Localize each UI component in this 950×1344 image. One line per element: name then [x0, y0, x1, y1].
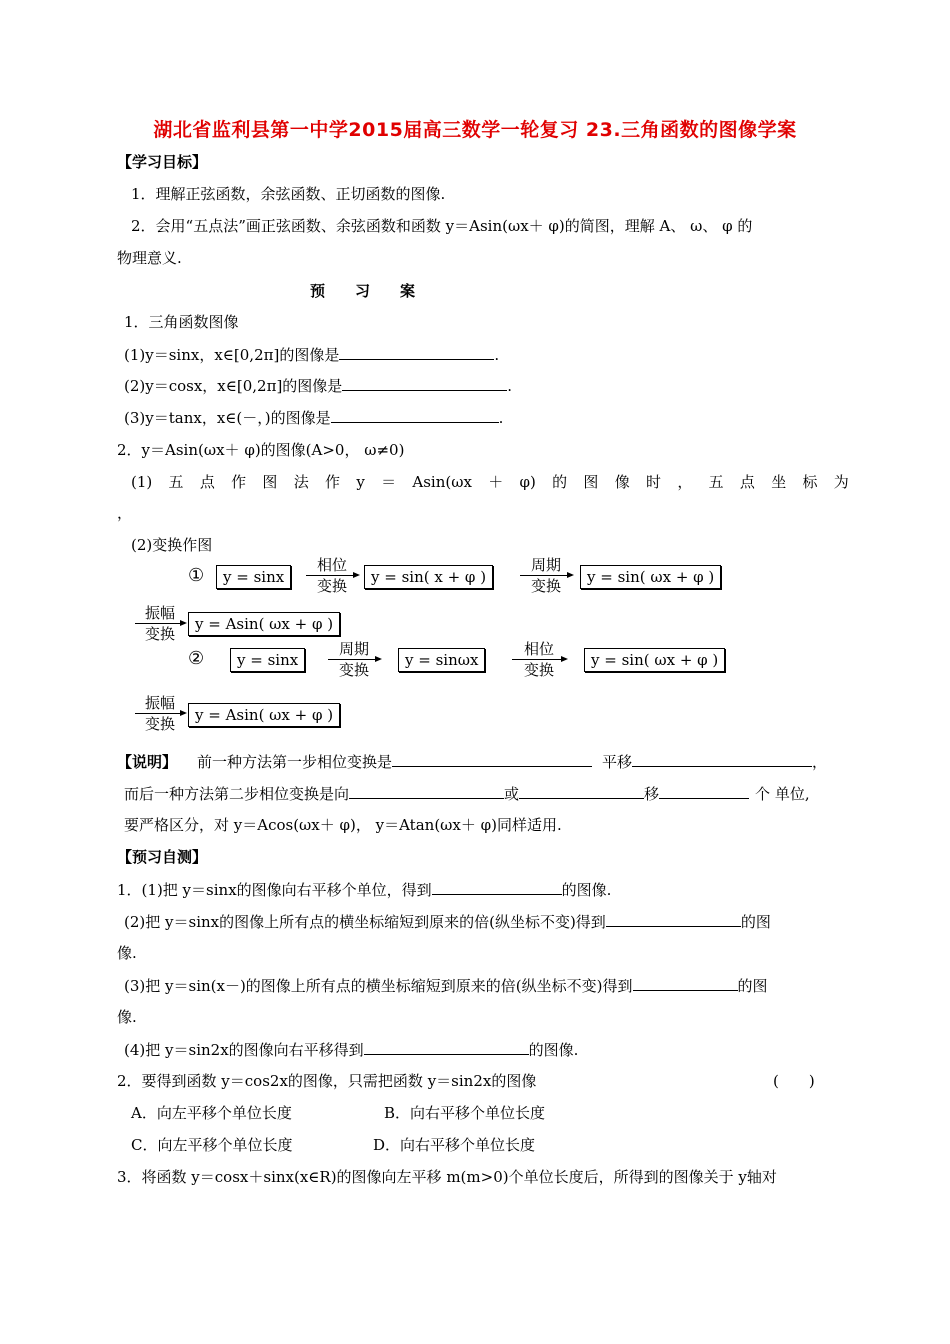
note-blank-1 — [392, 751, 592, 767]
asin-heading: 2．y＝Asin(ωx＋ φ)的图像(A>0， ω≠0) — [117, 441, 405, 459]
arrow-amp-2-bottom: 变换 — [144, 715, 175, 733]
fp-4: 图 — [262, 473, 278, 491]
q1c-text: (3)把 y＝sin(x－)的图像上所有点的横坐标缩短到原来的倍(纵坐标不变)得到 — [124, 977, 633, 995]
arrow-phase-2-bottom: 变换 — [523, 661, 554, 679]
box-sin-x-phi: y = sin( x + φ ) — [364, 565, 493, 589]
note-text-1a: 前一种方法第一步相位变换是 — [197, 753, 393, 771]
sin-graph-blank — [339, 344, 494, 360]
note-blank-2 — [632, 751, 812, 767]
q2-answer-paren: ( ) — [773, 1072, 815, 1090]
sin-graph-text: (1)y＝sinx，x∈[0,2π]的图像是 — [124, 346, 340, 364]
arrow-amp-1-line — [135, 623, 185, 624]
method-1-marker: ① — [188, 565, 205, 586]
note-text-1c: ， — [812, 753, 828, 771]
cos-graph-line — [124, 375, 512, 396]
q2-text: 2．要得到函数 y＝cos2x的图像，只需把函数 y＝sin2x的图像 — [117, 1072, 537, 1090]
q2-option-c: C．向左平移个单位长度 — [131, 1136, 293, 1154]
box-asin-1: y = Asin( ωx + φ ) — [188, 612, 340, 636]
fp-18: 点 — [739, 473, 755, 491]
q1d-text: (4)把 y＝sin2x的图像向右平移得到 — [124, 1041, 364, 1059]
fp-8: ＝ — [381, 473, 397, 491]
fp-16: ， — [677, 473, 693, 491]
q2-option-d: D．向右平移个单位长度 — [373, 1136, 536, 1154]
q1d-end: 的图像. — [528, 1041, 579, 1059]
q1a-end: 的图像. — [561, 881, 612, 899]
note-blank-4 — [519, 783, 644, 799]
note-label: 【说明】 — [117, 753, 178, 771]
note-text-2b: 或 — [504, 785, 520, 803]
q3-text: 3．将函数 y＝cosx＋sinx(x∈R)的图像向左平移 m(m>0)个单位长度后，所得到的图像关于 y轴对 — [117, 1168, 777, 1186]
fp-13: 图 — [583, 473, 599, 491]
goal-item-2-cont: 物理意义. — [117, 249, 182, 267]
q1b-line-2: 像. — [117, 944, 137, 962]
transform-heading: (2)变换作图 — [131, 536, 213, 554]
note-blank-3 — [349, 783, 504, 799]
method-2-marker: ② — [188, 648, 205, 669]
q1b-line — [124, 911, 771, 932]
note-blank-5 — [659, 783, 749, 799]
five-point-comma: ， — [117, 504, 133, 522]
goal-item-1: 1．理解正弦函数，余弦函数、正切函数的图像. — [131, 185, 446, 203]
fp-19: 坐 — [771, 473, 787, 491]
sin-graph-line — [124, 344, 499, 365]
arrow-phase-2-top: 相位 — [523, 640, 554, 658]
sin-graph-dot: . — [494, 346, 500, 364]
box-asin-2: y = Asin( ωx + φ ) — [188, 703, 340, 727]
arrow-period-1-top: 周期 — [530, 556, 561, 574]
page-title: 湖北省监利县第一中学2015届高三数学一轮复习 23.三角函数的图像学案 — [153, 119, 797, 141]
q1a-line — [117, 879, 611, 900]
note-line-2 — [124, 783, 810, 804]
box-sinwx: y = sinωx — [398, 648, 485, 672]
arrow-phase-1-line — [306, 575, 358, 576]
arrow-phase-1-bottom: 变换 — [316, 577, 347, 595]
cos-graph-dot: . — [507, 377, 513, 395]
fp-20: 标 — [802, 473, 818, 491]
q1d-line — [124, 1039, 578, 1060]
box-sinx-2: y = sinx — [230, 648, 305, 672]
fp-12: 的 — [552, 473, 568, 491]
box-sin-wx-phi-2: y = sin( ωx + φ ) — [584, 648, 725, 672]
fp-3: 作 — [231, 473, 247, 491]
note-text-2d: 个 单位, — [755, 785, 810, 803]
goal-item-2: 2．会用“五点法”画正弦函数、余弦函数和函数 y＝Asin(ωx＋ φ)的简图，理解 A、 ω、 φ 的 — [131, 217, 753, 235]
q2-option-b: B．向右平移个单位长度 — [384, 1104, 546, 1122]
arrow-phase-2-line — [512, 659, 566, 660]
arrow-phase-1-top: 相位 — [316, 556, 347, 574]
box-sinx-1: y = sinx — [216, 565, 291, 589]
arrow-period-1 — [520, 556, 572, 595]
arrow-amp-1-bottom: 变换 — [144, 625, 175, 643]
q1c-line — [124, 975, 768, 996]
arrow-period-2-top: 周期 — [338, 640, 369, 658]
arrow-period-1-line — [520, 575, 572, 576]
q1c-line-2: 像. — [117, 1008, 137, 1026]
arrow-period-2-bottom: 变换 — [338, 661, 369, 679]
fp-17: 五 — [708, 473, 724, 491]
note-text-1b: 平移 — [602, 753, 633, 771]
q1d-blank — [364, 1039, 529, 1055]
arrow-phase-1 — [306, 556, 358, 595]
q1b-end: 的图 — [740, 913, 771, 931]
tan-graph-blank — [331, 407, 499, 423]
self-test-heading: 【预习自测】 — [117, 848, 208, 866]
fp-2: 点 — [199, 473, 215, 491]
q1c-blank — [633, 975, 738, 991]
q1a-blank — [432, 879, 562, 895]
arrow-phase-2 — [512, 640, 566, 679]
five-point-line — [131, 472, 849, 492]
tan-graph-dot: . — [498, 409, 504, 427]
q1b-blank — [606, 911, 741, 927]
fp-10: ＋ — [488, 473, 504, 491]
q1b-text: (2)把 y＝sinx的图像上所有点的横坐标缩短到原来的倍(纵坐标不变)得到 — [124, 913, 606, 931]
cos-graph-text: (2)y＝cosx，x∈[0,2π]的图像是 — [124, 377, 343, 395]
learning-goals-heading: 【学习目标】 — [117, 153, 208, 171]
arrow-amp-2 — [135, 694, 185, 733]
note-text-2a: 而后一种方法第二步相位变换是向 — [124, 785, 350, 803]
note-line-3: 要严格区分，对 y＝Acos(ωx＋ φ)， y＝Atan(ωx＋ φ)同样适用. — [124, 816, 562, 834]
trig-graphs-heading: 1．三角函数图像 — [124, 313, 239, 331]
q1a-text: 1．(1)把 y＝sinx的图像向右平移个单位，得到 — [117, 881, 432, 899]
preview-header: 预 习 案 — [310, 282, 416, 300]
q2-option-a: A．向左平移个单位长度 — [131, 1104, 292, 1122]
fp-7: y — [356, 473, 365, 491]
fp-15: 时 — [646, 473, 662, 491]
fp-9: Asin(ωx — [412, 473, 472, 491]
arrow-amp-1-top: 振幅 — [144, 604, 175, 622]
fp-21: 为 — [833, 473, 849, 491]
arrow-period-2 — [328, 640, 380, 679]
fp-11: φ) — [519, 473, 536, 491]
arrow-period-1-bottom: 变换 — [530, 577, 561, 595]
fp-5: 法 — [293, 473, 309, 491]
note-text-2c: 移 — [644, 785, 660, 803]
fp-0: (1) — [131, 473, 153, 491]
fp-14: 像 — [614, 473, 630, 491]
fp-1: 五 — [168, 473, 184, 491]
tan-graph-text: (3)y＝tanx，x∈(－，)的图像是 — [124, 409, 331, 427]
cos-graph-blank — [342, 375, 507, 391]
note-line-1 — [117, 751, 827, 772]
arrow-period-2-line — [328, 659, 380, 660]
arrow-amp-1 — [135, 604, 185, 643]
tan-graph-line — [124, 407, 503, 428]
box-sin-wx-phi-1: y = sin( ωx + φ ) — [580, 565, 721, 589]
fp-6: 作 — [325, 473, 341, 491]
arrow-amp-2-top: 振幅 — [144, 694, 175, 712]
arrow-amp-2-line — [135, 713, 185, 714]
q1c-end: 的图 — [737, 977, 768, 995]
